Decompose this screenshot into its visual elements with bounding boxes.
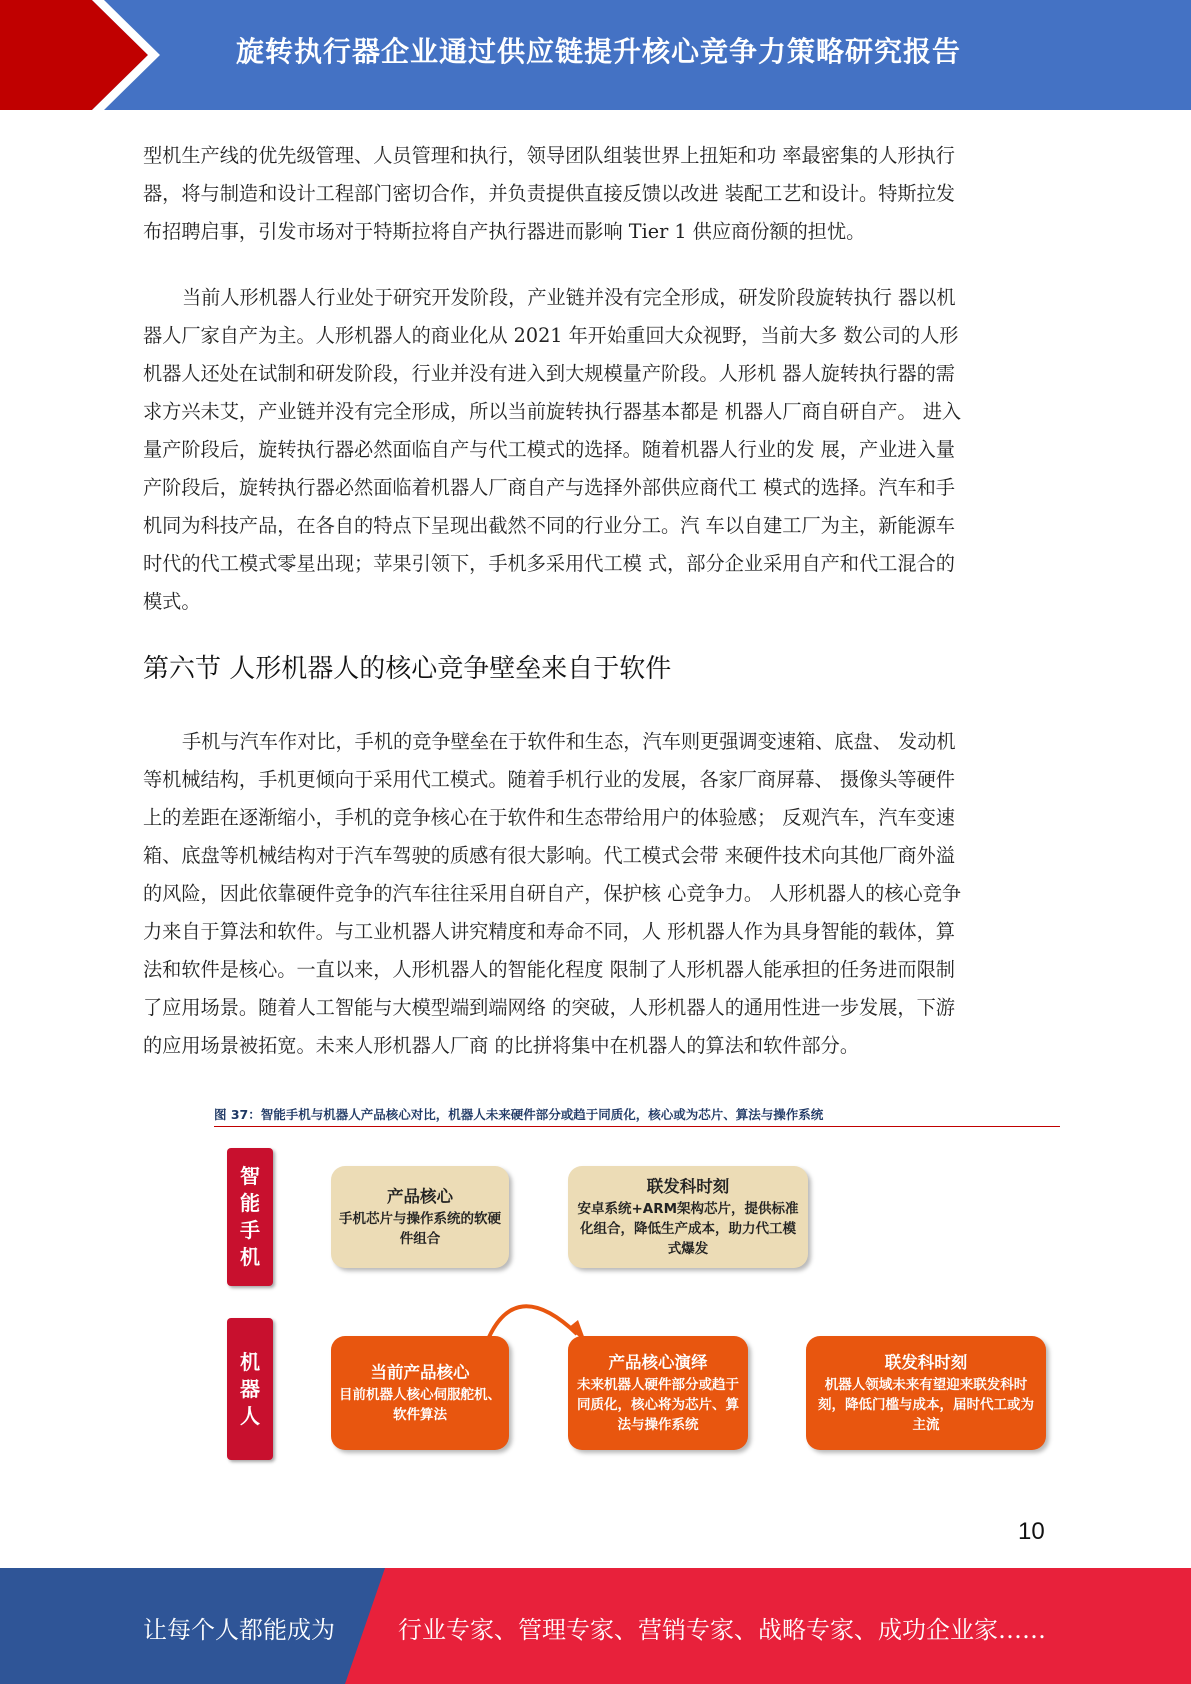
page-number: 10	[1018, 1518, 1045, 1545]
page-footer	[0, 1568, 1191, 1684]
text-line: 当前人形机器人行业处于研究开发阶段，产业链并没有完全形成，研发阶段旋转执行 器以机	[182, 286, 956, 309]
robot-mediatek-box	[806, 1336, 1046, 1450]
section-heading: 第六节 人形机器人的核心竞争壁垒来自于软件	[143, 654, 672, 684]
text-line: 等机械结构，手机更倾向于采用代工模式。随着手机行业的发展，各家厂商屏幕、 摄像头等硬件	[143, 768, 955, 791]
text-line: 手机与汽车作对比，手机的竞争壁垒在于软件和生态，汽车则更强调变速箱、底盘、 发动机	[182, 730, 956, 753]
row-label-char: 人	[240, 1403, 260, 1428]
text-line: 器人厂家自产为主。人形机器人的商业化从 2021 年开始重回大众视野，当前大多 数公司的人形	[143, 324, 959, 347]
row-label-char: 能	[240, 1191, 260, 1215]
box-body: 安卓系统+ARM架构芯片，提供标准化组合，降低生产成本，助力代工模式爆发	[577, 1201, 799, 1257]
comparison-figure	[214, 1106, 1062, 1476]
text-line: 求方兴未艾，产业链并没有完全形成，所以当前旋转执行器基本都是 机器人厂商自研自产。 进入	[143, 400, 962, 423]
header-title: 旋转执行器企业通过供应链提升核心竞争力策略研究报告	[236, 35, 962, 68]
text-line: 时代的代工模式零星出现；苹果引领下，手机多采用代工模 式，部分企业采用自产和代工混合的	[143, 552, 955, 575]
box-body: 目前机器人核心伺服舵机、软件算法	[339, 1387, 501, 1423]
box-body: 未来机器人硬件部分或趋于同质化，核心将为芯片、算法与操作系统	[577, 1377, 739, 1433]
footer-slogan-right: 行业专家、管理专家、营销专家、战略专家、成功企业家……	[398, 1616, 1046, 1644]
figure-caption: 图 37：智能手机与机器人产品核心对比，机器人未来硬件部分或趋于同质化，核心或为芯片、算法与操作系统	[214, 1106, 1060, 1127]
box-body: 手机芯片与操作系统的软硬件组合	[339, 1211, 501, 1247]
row-label-char: 手	[240, 1218, 260, 1242]
text-line: 量产阶段后，旋转执行器必然面临自产与代工模式的选择。随着机器人行业的发 展，产业进入量	[143, 438, 955, 461]
row-label-char: 机	[240, 1349, 260, 1374]
text-line: 上的差距在逐渐缩小，手机的竞争核心在于软件和生态带给用户的体验感； 反观汽车，汽车变速	[143, 806, 955, 829]
box-title: 产品核心	[387, 1187, 453, 1206]
text-line: 了应用场景。随着人工智能与大模型端到端网络 的突破，人形机器人的通用性进一步发展，下游	[143, 996, 955, 1019]
box-body: 机器人领域未来有望迎来联发科时刻，降低门槛与成本，届时代工或为主流	[818, 1377, 1034, 1433]
body-paragraph-2	[143, 279, 1048, 621]
text-line: 布招聘启事，引发市场对于特斯拉将自产执行器进而影响 Tier 1 供应商份额的担忧。	[143, 220, 866, 243]
footer-slogan-left: 让每个人都能成为	[143, 1616, 335, 1644]
text-line: 机同为科技产品，在各自的特点下呈现出截然不同的行业分工。汽 车以自建工厂为主，新能源车	[143, 514, 955, 537]
text-line: 器，将与制造和设计工程部门密切合作，并负责提供直接反馈以改进 装配工艺和设计。特斯拉发	[143, 182, 955, 205]
text-line: 型机生产线的优先级管理、人员管理和执行，领导团队组装世界上扭矩和功 率最密集的人形执行	[143, 144, 955, 167]
row-label-char: 机	[240, 1245, 260, 1269]
robot-core-evolution-box	[568, 1336, 748, 1450]
box-title: 联发科时刻	[884, 1353, 968, 1372]
text-line: 机器人还处在试制和研发阶段，行业并没有进入到大规模量产阶段。人形机 器人旋转执行器的需	[143, 362, 955, 385]
text-line: 法和软件是核心。一直以来，人形机器人的智能化程度 限制了人形机器人能承担的任务进而限制	[143, 958, 955, 981]
text-line: 模式。	[143, 590, 201, 613]
row-label-char: 器	[240, 1376, 260, 1401]
body-paragraph-3	[143, 723, 1048, 1065]
text-line: 的风险，因此依靠硬件竞争的汽车往往采用自研自产，保护核 心竞争力。 人形机器人的核心竞争	[143, 882, 962, 905]
text-line: 的应用场景被拓宽。未来人形机器人厂商 的比拼将集中在机器人的算法和软件部分。	[143, 1034, 860, 1057]
box-title: 产品核心演绎	[608, 1353, 708, 1372]
page-header	[0, 0, 1191, 110]
body-paragraph-1	[143, 137, 1048, 251]
box-title: 当前产品核心	[370, 1363, 470, 1382]
text-line: 产阶段后，旋转执行器必然面临着机器人厂商自产与选择外部供应商代工 模式的选择。汽车和手	[143, 476, 955, 499]
row-label-char: 智	[240, 1164, 260, 1188]
text-line: 力来自于算法和软件。与工业机器人讲究精度和寿命不同，人 形机器人作为具身智能的载体，算	[143, 920, 955, 943]
text-line: 箱、底盘等机械结构对于汽车驾驶的质感有很大影响。代工模式会带 来硬件技术向其他厂商外溢	[143, 844, 955, 867]
box-title: 联发科时刻	[646, 1177, 730, 1196]
robot-current-core-box	[331, 1336, 509, 1450]
